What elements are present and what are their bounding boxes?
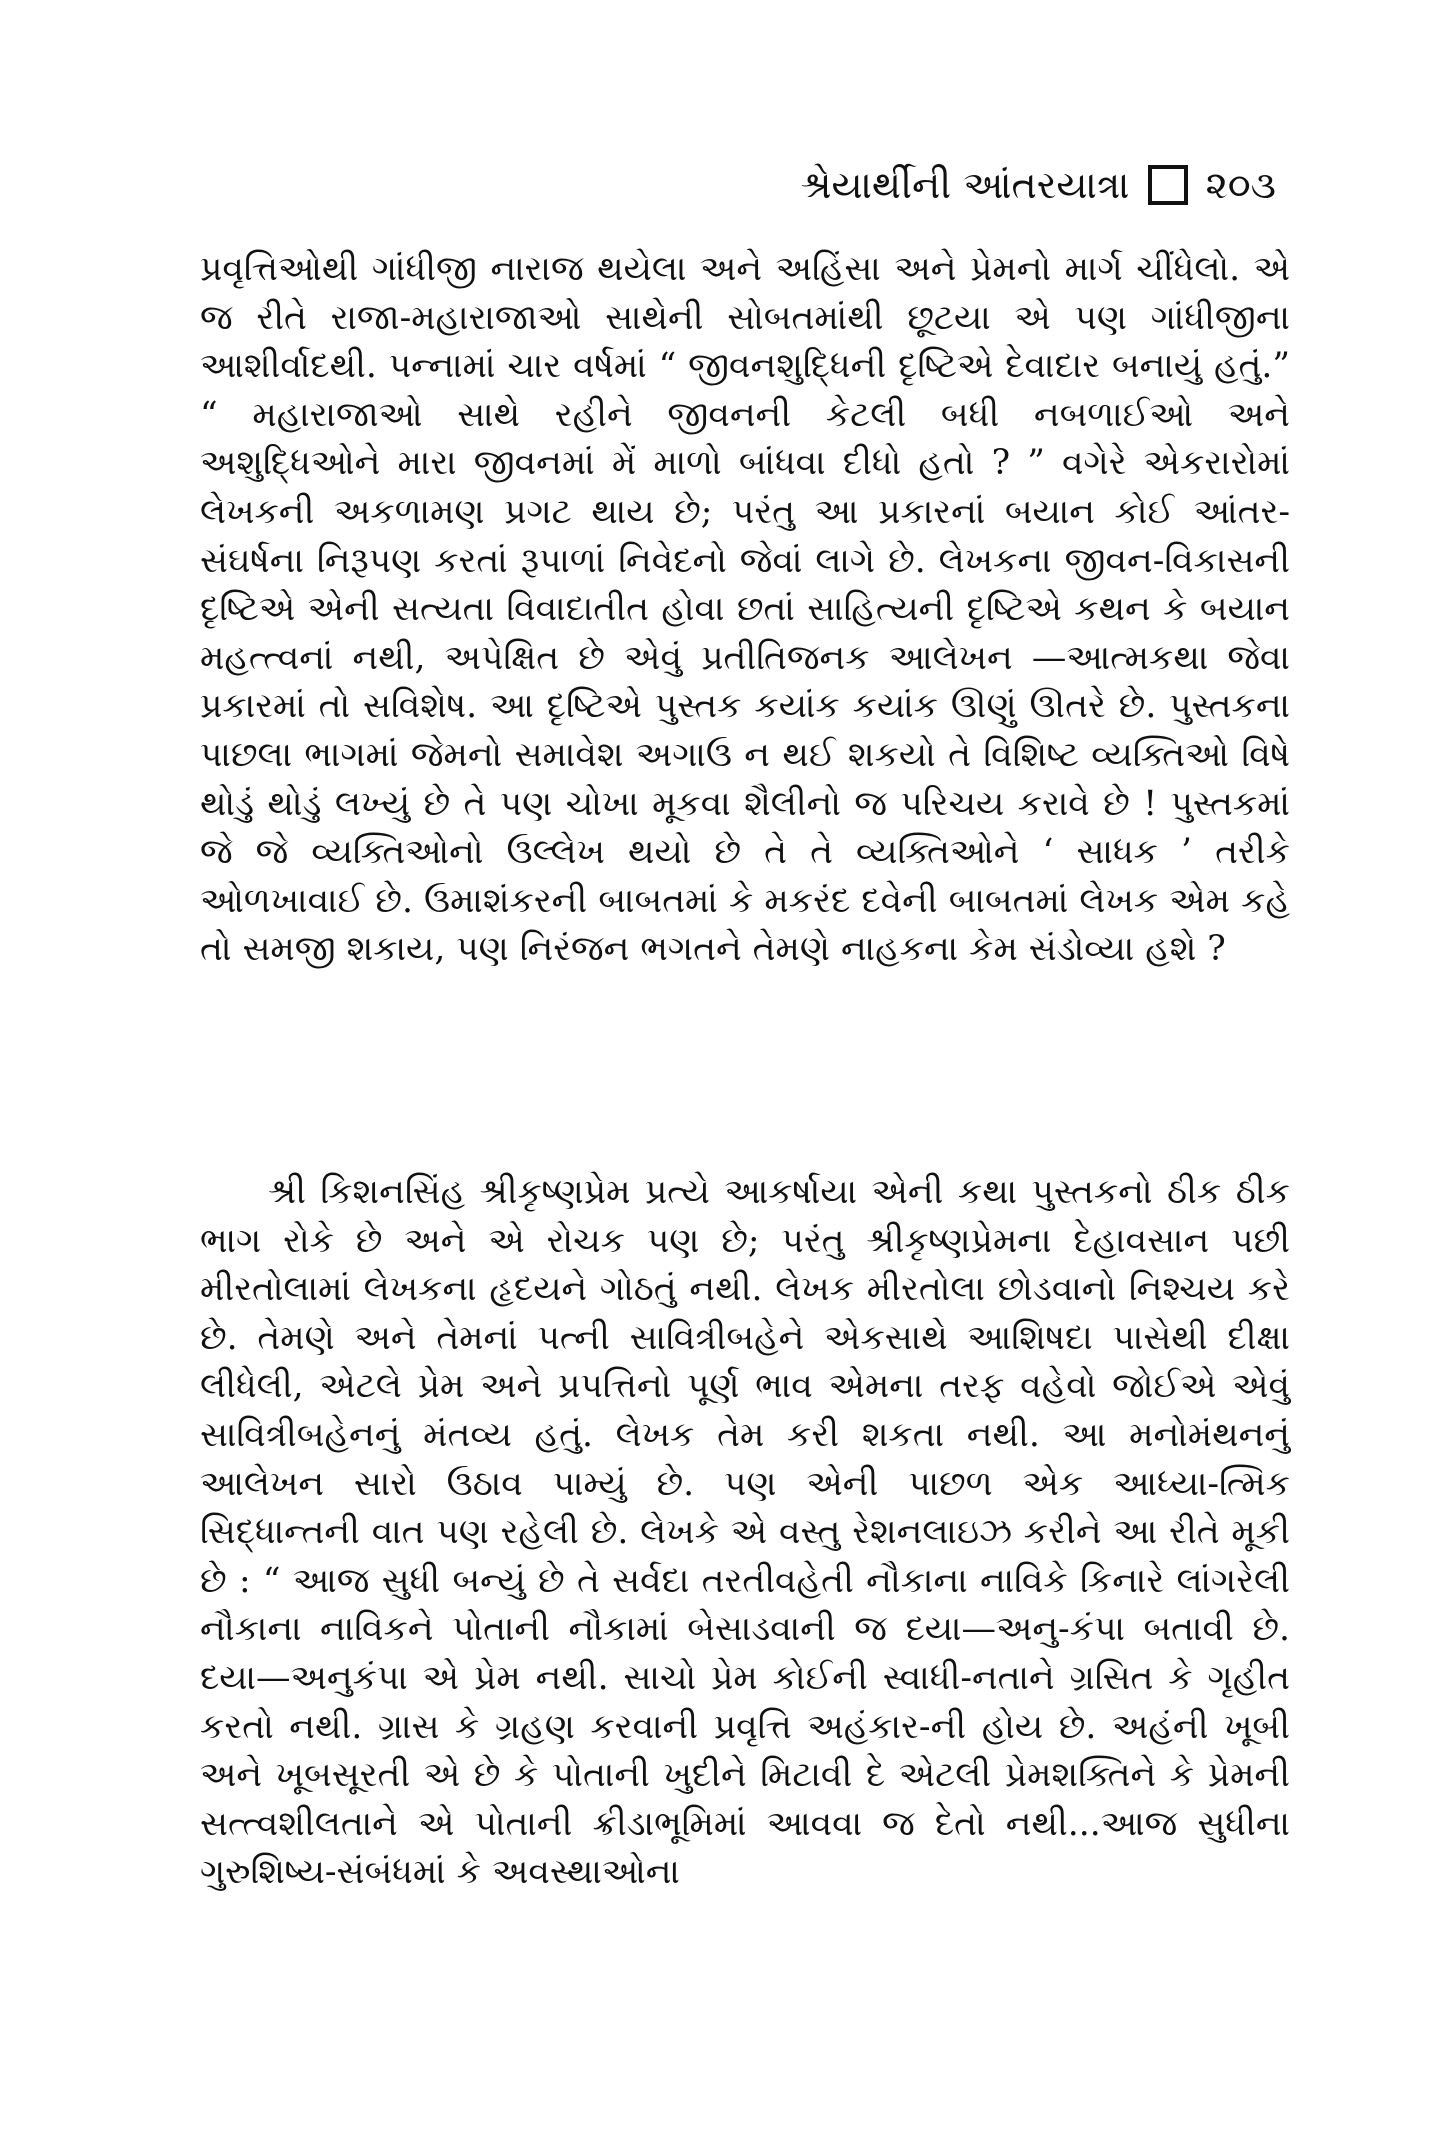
paragraph-block-1 (200, 245, 1290, 974)
paragraph-block-2 (200, 1168, 1290, 1897)
paragraph: શ્રી કિશનસિંહ શ્રીકૃષ્ણપ્રેમ પ્રત્યે આકર્ષાયા એની કથા પુસ્તકનો ઠીક ઠીક ભાગ રોકે છે અને એ રોચક પણ છે; પરંતુ શ્રીકૃષ્ણપ્રેમના દેહાવસાન પછી મીરતોલામાં લેખકના હૃદયને ગોઠતું નથી. લેખક મીરતોલા છોડવાનો નિશ્ચય કરે છે. તેમણે અને તેમનાં પત્ની સાવિત્રીબહેને એકસાથે આશિષદા પાસેથી દીક્ષા લીધેલી, એટલે પ્રેમ અને પ્રપત્તિનો પૂર્ણ ભાવ એમના તરફ વહેવો જોઈએ એવું સાવિત્રીબહેનનું મંતવ્ય હતું. લેખક તેમ કરી શકતા નથી. આ મનોમંથનનું આલેખન સારો ઉઠાવ પામ્યું છે. પણ એની પાછળ એક આધ્યા-ત્મિક સિદ્ધાન્તની વાત પણ રહેલી છે. લેખકે એ વસ્તુ રેશનલાઇઝ કરીને આ રીતે મૂકી છે : “ આજ સુધી બન્યું છે તે સર્વદા તરતીવહેતી નૌકાના નાવિકે કિનારે લાંગરેલી નૌકાના નાવિકને પોતાની નૌકામાં બેસાડવાની જ દયા—અનુ-કંપા બતાવી છે. દયા—અનુકંપા એ પ્રેમ નથી. સાચો પ્રેમ કોઈની સ્વાધી-નતાને ગ્રસિત કે ગૃહીત કરતો નથી. ગ્રાસ કે ગ્રહણ કરવાની પ્રવૃત્તિ અહંકાર-ની હોય છે. અહંની ખૂબી અને ખૂબસૂરતી એ છે કે પોતાની ખુદીને મિટાવી દે એટલી પ્રેમશક્તિને કે પ્રેમની સત્ત્વશીલતાને એ પોતાની ક્રીડાભૂમિમાં આવવા જ દેતો નથી...આજ સુધીના ગુરુશિષ્ય-સંબંધમાં કે અવસ્થાઓના (200, 1172, 1290, 1893)
running-header (801, 165, 1276, 205)
page-number: ૨૦૩ (1205, 163, 1276, 207)
square-ornament-icon (1148, 165, 1188, 205)
running-title: શ્રેયાર્થીની આંતરયાત્રા (800, 163, 1130, 207)
paragraph: પ્રવૃત્તિઓથી ગાંધીજી નારાજ થયેલા અને અહિંસા અને પ્રેમનો માર્ગ ચીંધેલો. એ જ રીતે રાજા-મહારાજાઓ સાથેની સોબતમાંથી છૂટયા એ પણ ગાંધીજીના આશીર્વાદથી. પન્નામાં ચાર વર્ષમાં “ જીવનશુદ્ધિની દૃષ્ટિએ દેવાદાર બનાયું હતું.” “ મહારાજાઓ સાથે રહીને જીવનની કેટલી બધી નબળાઈઓ અને અશુદ્ધિઓને મારા જીવનમાં મેં માળો બાંધવા દીધો હતો ? ” વગેરે એકરારોમાં લેખકની અકળામણ પ્રગટ થાય છે; પરંતુ આ પ્રકારનાં બયાન કોઈ આંતર-સંઘર્ષના નિરૂપણ કરતાં રૂપાળાં નિવેદનો જેવાં લાગે છે. લેખકના જીવન-વિકાસની દૃષ્ટિએ એની સત્યતા વિવાદાતીત હોવા છતાં સાહિત્યની દૃષ્ટિએ કથન કે બયાન મહત્ત્વનાં નથી, અપેક્ષિત છે એવું પ્રતીતિજનક આલેખન —આત્મકથા જેવા પ્રકારમાં તો સવિશેષ. આ દૃષ્ટિએ પુસ્તક કયાંક કયાંક ઊણું ઊતરે છે. પુસ્તકના પાછલા ભાગમાં જેમનો સમાવેશ અગાઉ ન થઈ શકયો તે વિશિષ્ટ વ્યક્તિઓ વિષે થોડું થોડું લખ્યું છે તે પણ ચોખા મૂકવા શૈલીનો જ પરિચય કરાવે છે ! પુસ્તકમાં જે જે વ્યક્તિઓનો ઉલ્લેખ થયો છે તે તે વ્યક્તિઓને ‘ સાધક ’ તરીકે ઓળખાવાઈ છે. ઉમાશંકરની બાબતમાં કે મકરંદ દવેની બાબતમાં લેખક એમ કહે તો સમજી શકાય, પણ નિરંજન ભગતને તેમણે નાહકના કેમ સંડોવ્યા હશે ? (200, 249, 1290, 970)
